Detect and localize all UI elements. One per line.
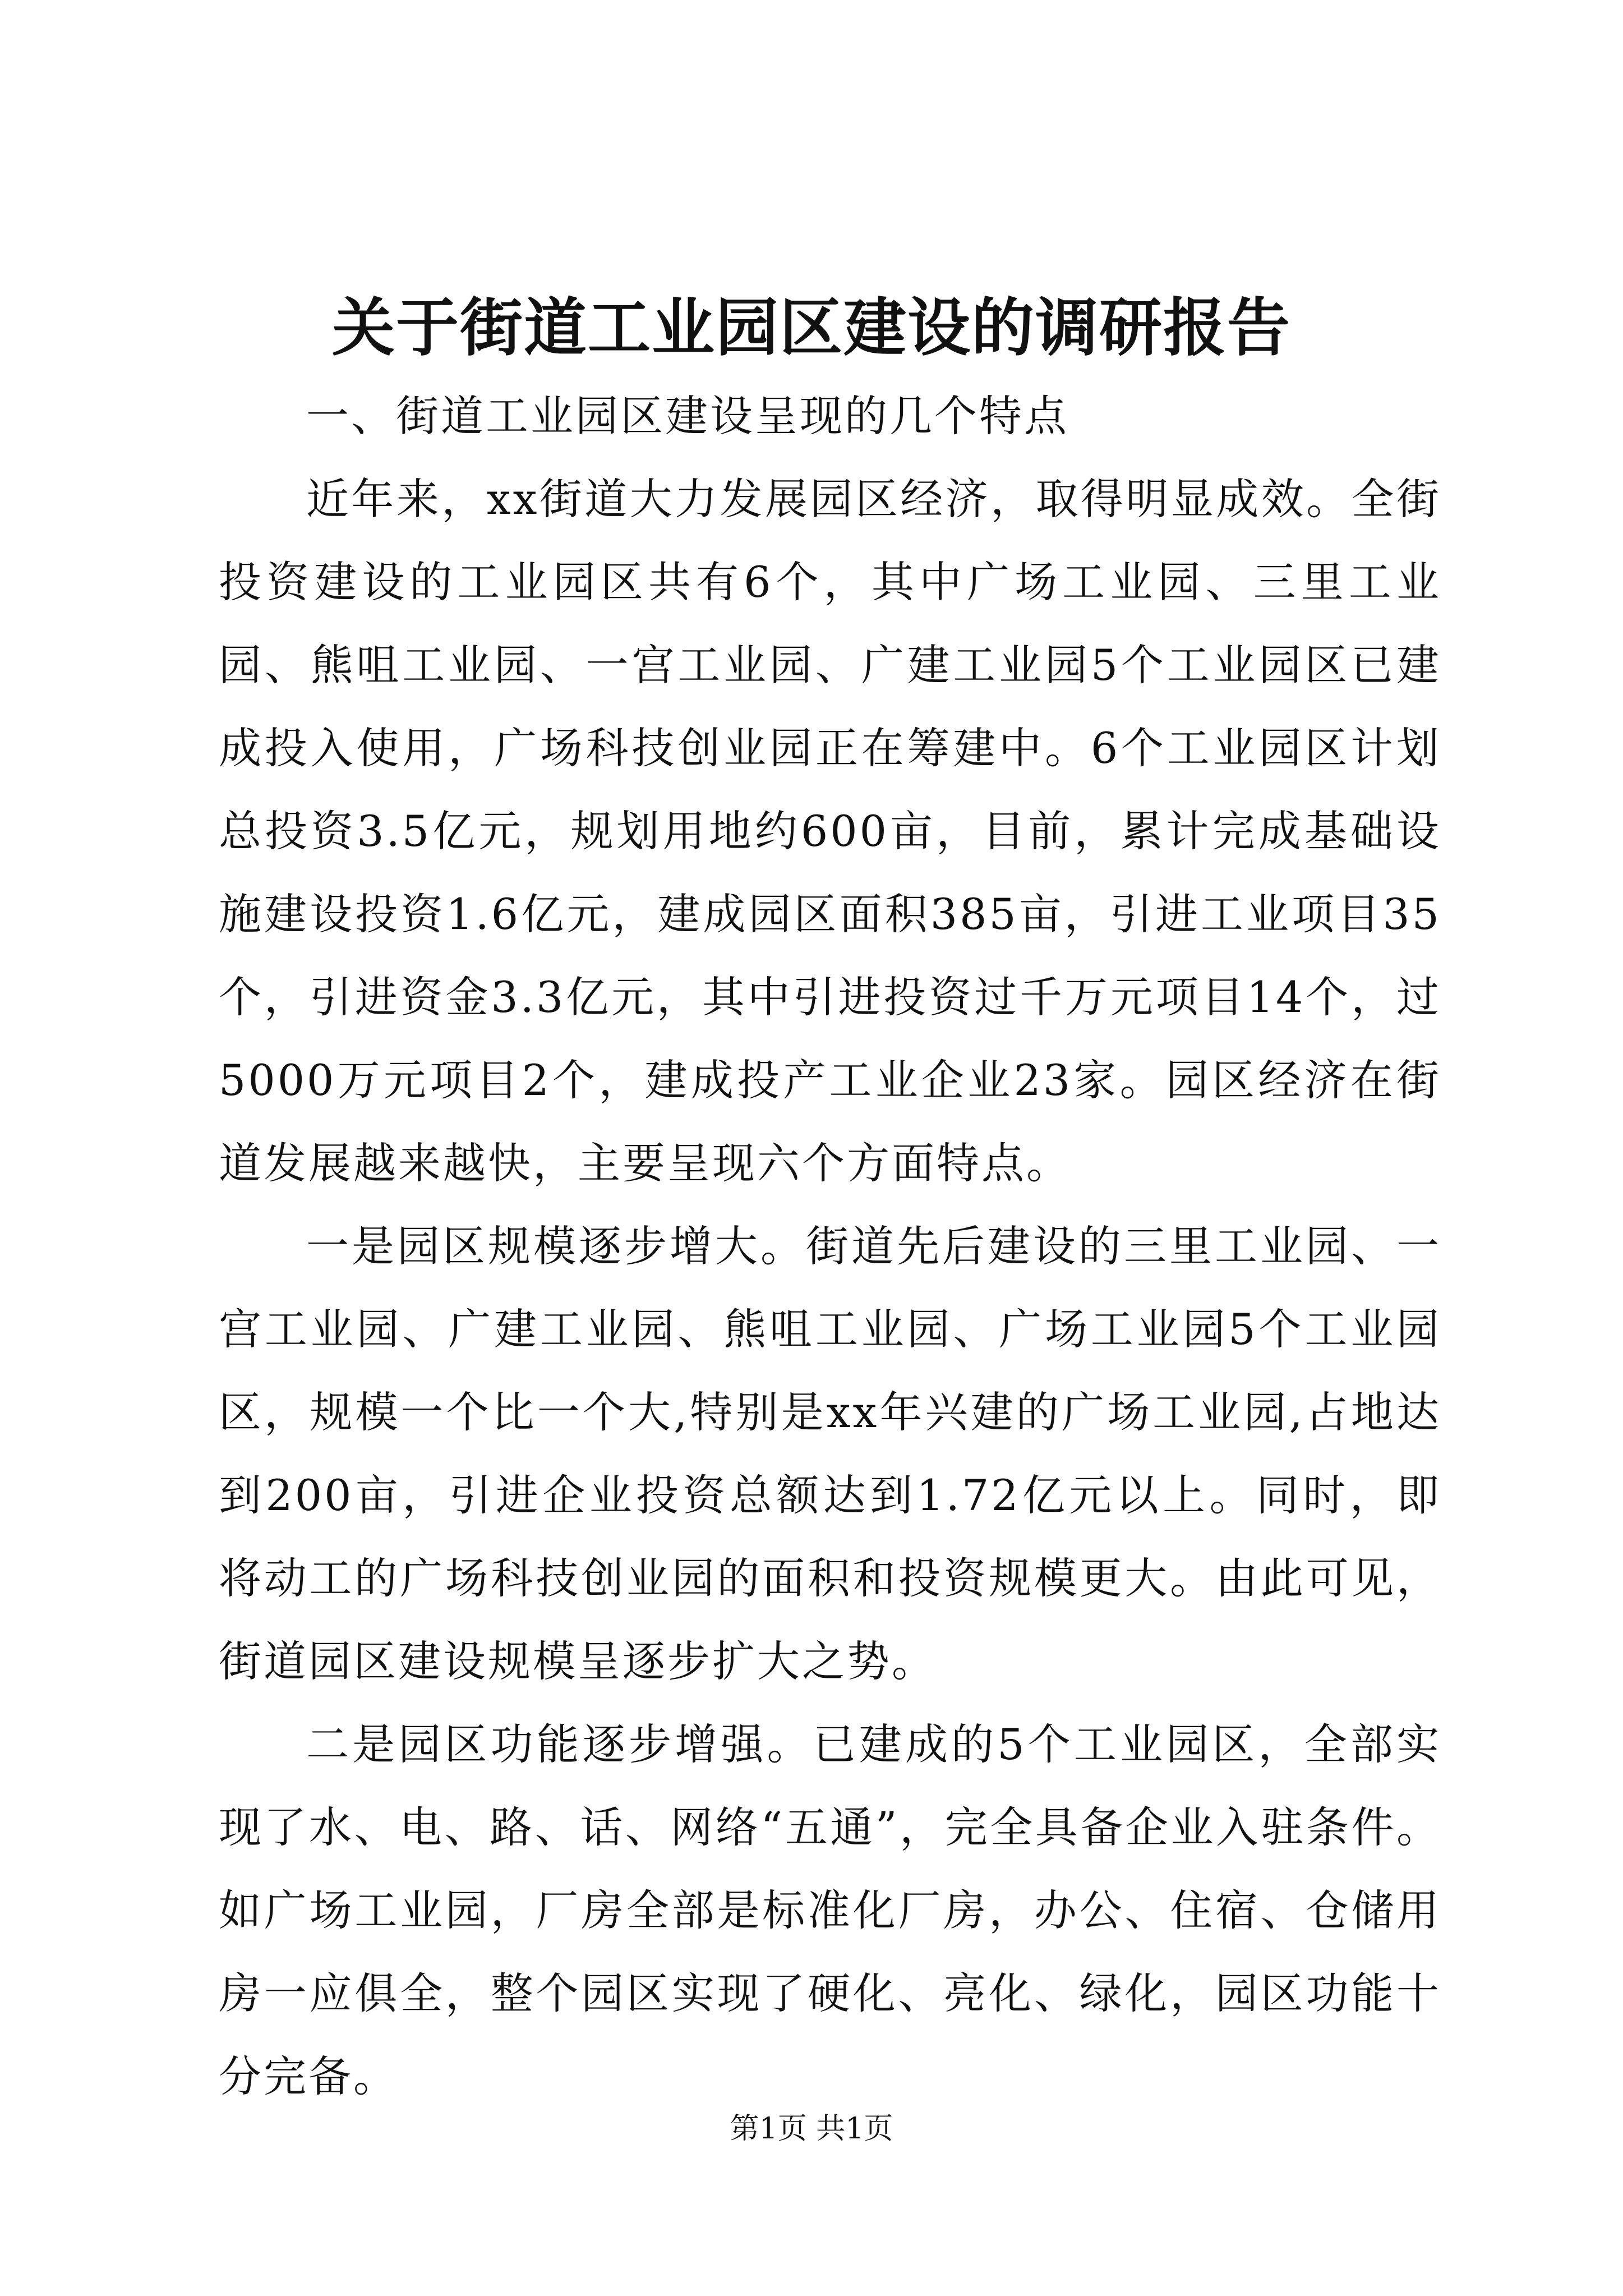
body-paragraph: 二是园区功能逐步增强。已建成的5个工业园区，全部实现了水、电、路、话、网络“五通”，完全具备企业入驻条件。如广场工业园，厂房全部是标准化厂房，办公、住宿、仓储用房一应俱全，整个园区实现了硬化、亮化、绿化，园区功能十分完备。 <box>219 1719 1441 2101</box>
document-body <box>219 375 1441 2118</box>
body-paragraph: 一是园区规模逐步增大。街道先后建设的三里工业园、一宫工业园、广建工业园、熊咀工业园、广场工业园5个工业园区，规模一个比一个大,特别是xx年兴建的广场工业园,占地达到200亩，引进企业投资总额达到1.72亿元以上。同时，即将动工的广场科技创业园的面积和投资规模更大。由此可见，街道园区建设规模呈逐步扩大之势。 <box>219 1221 1441 1686</box>
body-paragraph: 近年来，xx街道大力发展园区经济，取得明显成效。全街投资建设的工业园区共有6个，其中广场工业园、三里工业园、熊咀工业园、一宫工业园、广建工业园5个工业园区已建成投入使用，广场科技创业园正在筹建中。6个工业园区计划总投资3.5亿元，规划用地约600亩，目前，累计完成基础设施建设投资1.6亿元，建成园区面积385亩，引进工业项目35个，引进资金3.3亿元，其中引进投资过千万元项目14个，过5000万元项目2个，建成投产工业企业23家。园区经济在街道发展越来越快，主要呈现六个方面特点。 <box>219 474 1441 1188</box>
section-heading: 一、街道工业园区建设呈现的几个特点 <box>306 391 1069 441</box>
page-footer: 第1页 共1页 <box>730 2112 893 2146</box>
document-title: 关于街道工业园区建设的调研报告 <box>332 291 1291 365</box>
